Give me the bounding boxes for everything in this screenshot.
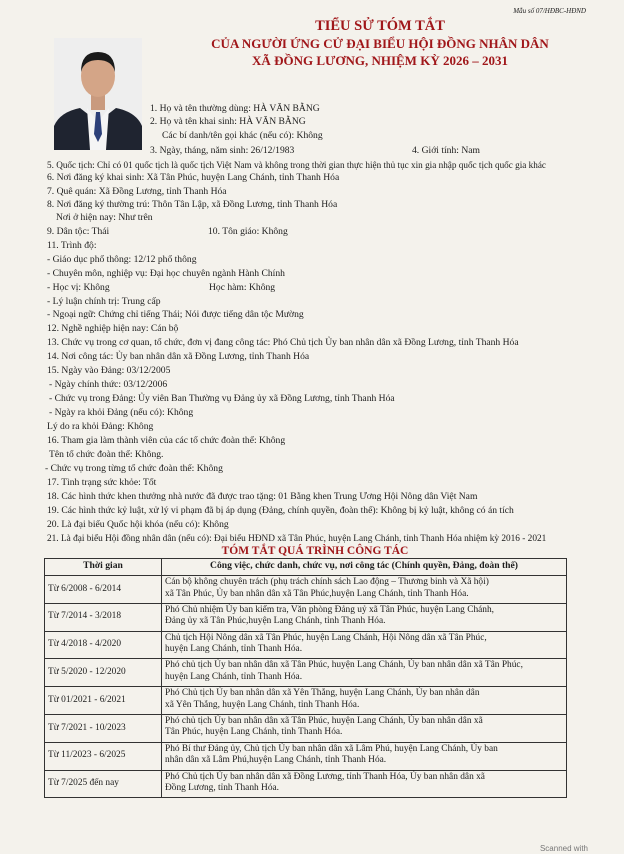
field-current-address: Nơi ở hiện nay: Như trên	[56, 212, 153, 223]
row-job	[162, 576, 567, 604]
row-time: Từ 7/2014 - 3/2018	[45, 603, 162, 631]
field-party-position: - Chức vụ trong Đảng: Ủy viên Ban Thường vụ Đảng ủy xã Đồng Lương, tỉnh Thanh Hóa	[49, 393, 395, 404]
title-line-2: CỦA NGƯỜI ỨNG CỬ ĐẠI BIỂU HỘI ĐỒNG NHÂN DÂN	[211, 36, 549, 51]
row-job-line: Đồng Lương, tỉnh Thanh Hóa.	[165, 783, 280, 794]
field-discipline: 19. Các hình thức kỷ luật, xử lý vi phạm đã bị áp dụng (Đảng, chính quyền, đoàn thể): Không bị kỷ luật, không có án tích	[47, 505, 514, 516]
document-title	[190, 18, 570, 69]
field-party-leave-reason: Lý do ra khỏi Đảng: Không	[47, 421, 154, 432]
table-row	[45, 631, 567, 659]
field-national-assembly: 20. Là đại biểu Quốc hội khóa (nếu có): Không	[47, 519, 229, 530]
row-time: Từ 01/2021 - 6/2021	[45, 687, 162, 715]
field-general-education: - Giáo dục phổ thông: 12/12 phổ thông	[47, 254, 197, 265]
table-row	[45, 742, 567, 770]
row-job-line: Phó Chủ nhiệm Ủy ban kiểm tra, Văn phòng Đảng uỷ xã Tân Phúc, huyện Lang Chánh,	[165, 604, 495, 615]
field-languages: - Ngoại ngữ: Chứng chỉ tiếng Thái; Nói được tiếng dân tộc Mường	[47, 309, 304, 320]
row-job-line: xã Tân Phúc, Ủy ban nhân dân xã Tân Phúc,huyện Lang Chánh, tỉnh Thanh Hóa.	[165, 588, 469, 599]
table-row	[45, 687, 567, 715]
field-residence: 8. Nơi đăng ký thường trú: Thôn Tân Lập, xã Đồng Lương, tỉnh Thanh Hóa	[47, 199, 338, 210]
field-council-delegate: 21. Là đại biểu Hội đồng nhân dân (nếu có): Đại biểu HĐND xã Tân Phúc, huyện Lang Chánh, tỉnh Thanh Hóa nhiệm kỳ 2016 - 2021	[47, 534, 547, 544]
row-time: Từ 5/2020 - 12/2020	[45, 659, 162, 687]
table-row	[45, 659, 567, 687]
header-job: Công việc, chức danh, chức vụ, nơi công tác (Chính quyền, Đảng, đoàn thể)	[162, 559, 567, 576]
field-academic-title: Học hàm: Không	[209, 282, 276, 293]
field-health: 17. Tình trạng sức khỏe: Tốt	[47, 477, 157, 488]
field-degree: - Học vị: Không	[47, 282, 110, 293]
row-time: Từ 6/2008 - 6/2014	[45, 576, 162, 604]
field-ethnicity: 9. Dân tộc: Thái	[47, 226, 110, 237]
field-birth-registration: 6. Nơi đăng ký khai sinh: Xã Tân Phúc, huyện Lang Chánh, tỉnh Thanh Hóa	[47, 172, 340, 183]
field-awards: 18. Các hình thức khen thưởng nhà nước đã được trao tặng: 01 Bằng khen Trung Ương Hội Nông dân Việt Nam	[47, 491, 478, 502]
field-birth-name: 2. Họ và tên khai sinh: HÀ VĂN BẰNG	[150, 116, 306, 127]
row-job-line: nhân dân xã Lâm Phú,huyện Lang Chánh, tỉnh Thanh Hóa.	[165, 755, 387, 766]
title-line-3: XÃ ĐỒNG LƯƠNG, NHIỆM KỲ 2026 – 2031	[252, 53, 508, 68]
row-job	[162, 742, 567, 770]
row-job-line: huyện Lang Chánh, tỉnh Thanh Hóa.	[165, 671, 303, 682]
field-organization-role: - Chức vụ trong từng tổ chức đoàn thể: Không	[45, 463, 223, 474]
field-aliases: Các bí danh/tên gọi khác (nếu có): Không	[162, 130, 323, 141]
row-job-line: Đảng ủy xã Tân Phúc,huyện Lang Chánh, tỉnh Thanh Hóa.	[165, 616, 386, 627]
row-job	[162, 770, 567, 798]
table-row	[45, 770, 567, 798]
portrait-photo	[54, 38, 142, 150]
field-party-leave-date: - Ngày ra khỏi Đảng (nếu có): Không	[49, 407, 194, 418]
row-job-line: Phó Chủ tịch Ủy ban nhân dân xã Đồng Lương, tỉnh Thanh Hóa, Ủy ban nhân dân xã	[165, 771, 485, 782]
row-time: Từ 7/2021 - 10/2023	[45, 714, 162, 742]
row-time: Từ 7/2025 đến nay	[45, 770, 162, 798]
field-education-heading: 11. Trình độ:	[47, 240, 97, 251]
row-job-line: Phó Bí thư Đảng ủy, Chủ tịch Ủy ban nhân dân xã Lâm Phú, huyện Lang Chánh, Ủy ban	[165, 743, 498, 754]
row-job-line: Cán bộ không chuyên trách (phụ trách chính sách Lao động – Thương binh và Xã hội)	[165, 577, 489, 587]
portrait-icon	[54, 38, 142, 150]
field-hometown: 7. Quê quán: Xã Đồng Lương, tỉnh Thanh Hóa	[47, 186, 227, 197]
row-job-line: Tân Phúc, huyện Lang Chánh, tỉnh Thanh Hóa.	[165, 727, 343, 738]
field-party-official-date: - Ngày chính thức: 03/12/2006	[49, 379, 168, 390]
field-religion: 10. Tôn giáo: Không	[208, 226, 288, 237]
row-job-line: huyện Lang Chánh, tỉnh Thanh Hóa.	[165, 644, 303, 655]
field-organization-name: Tên tổ chức đoàn thể: Không.	[49, 449, 164, 460]
header-time: Thời gian	[45, 559, 162, 576]
field-workplace: 14. Nơi công tác: Ủy ban nhân dân xã Đồng Lương, tỉnh Thanh Hóa	[47, 351, 310, 362]
table-row	[45, 714, 567, 742]
row-job-line: Phó Chủ tịch Ủy ban nhân dân xã Yên Thắng, huyện Lang Chánh, Ủy ban nhân dân	[165, 688, 480, 699]
work-history-title: TÓM TẮT QUÁ TRÌNH CÔNG TÁC	[221, 545, 409, 557]
field-party-join-date: 15. Ngày vào Đảng: 03/12/2005	[47, 365, 171, 376]
row-job	[162, 714, 567, 742]
table-header-row	[45, 559, 567, 576]
row-time: Từ 11/2023 - 6/2025	[45, 742, 162, 770]
field-gender: 4. Giới tính: Nam	[412, 145, 480, 156]
field-occupation: 12. Nghề nghiệp hiện nay: Cán bộ	[47, 323, 179, 334]
field-political-theory: - Lý luận chính trị: Trung cấp	[47, 296, 161, 307]
row-job-line: Chủ tịch Hội Nông dân xã Tân Phúc, huyện Lang Chánh, Hội Nông dân xã Tân Phúc,	[165, 632, 487, 643]
row-job	[162, 603, 567, 631]
row-job-line: Phó chủ tịch Ủy ban nhân dân xã Tân Phúc, huyện Lang Chánh, Ủy ban nhân dân xã Tân Phúc,	[165, 660, 523, 671]
row-job	[162, 659, 567, 687]
row-time: Từ 4/2018 - 4/2020	[45, 631, 162, 659]
field-position: 13. Chức vụ trong cơ quan, tổ chức, đơn vị đang công tác: Phó Chủ tịch Ủy ban nhân dân xã Đồng Lương, tỉnh Thanh Hóa	[47, 337, 519, 348]
field-common-name: 1. Họ và tên thường dùng: HÀ VĂN BẰNG	[150, 103, 320, 114]
table-row	[45, 603, 567, 631]
work-history-table	[44, 558, 567, 798]
scanner-watermark: Scanned with	[539, 844, 588, 853]
row-job	[162, 687, 567, 715]
form-code: Mẫu số 07/HĐBC-HĐND	[513, 7, 586, 15]
row-job-line: xã Yên Thắng, huyện Lang Chánh, tỉnh Thanh Hóa.	[165, 699, 360, 710]
field-specialty: - Chuyên môn, nghiệp vụ: Đại học chuyên ngành Hành Chính	[47, 268, 285, 279]
field-organizations: 16. Tham gia làm thành viên của các tổ chức đoàn thể: Không	[47, 435, 286, 446]
row-job-line: Phó chủ tịch Ủy ban nhân dân xã Tân Phúc, huyện Lang Chánh, Ủy ban nhân dân xã	[165, 715, 483, 726]
field-nationality: 5. Quốc tịch: Chỉ có 01 quốc tịch là quốc tịch Việt Nam và không trong thời gian thực hiện thủ tục xin gia nhập quốc tịch quốc gia khác	[47, 160, 547, 170]
table-row	[45, 576, 567, 604]
row-job	[162, 631, 567, 659]
title-line-1: TIỂU SỬ TÓM TẮT	[315, 18, 445, 34]
field-birth-date: 3. Ngày, tháng, năm sinh: 26/12/1983	[150, 145, 295, 156]
